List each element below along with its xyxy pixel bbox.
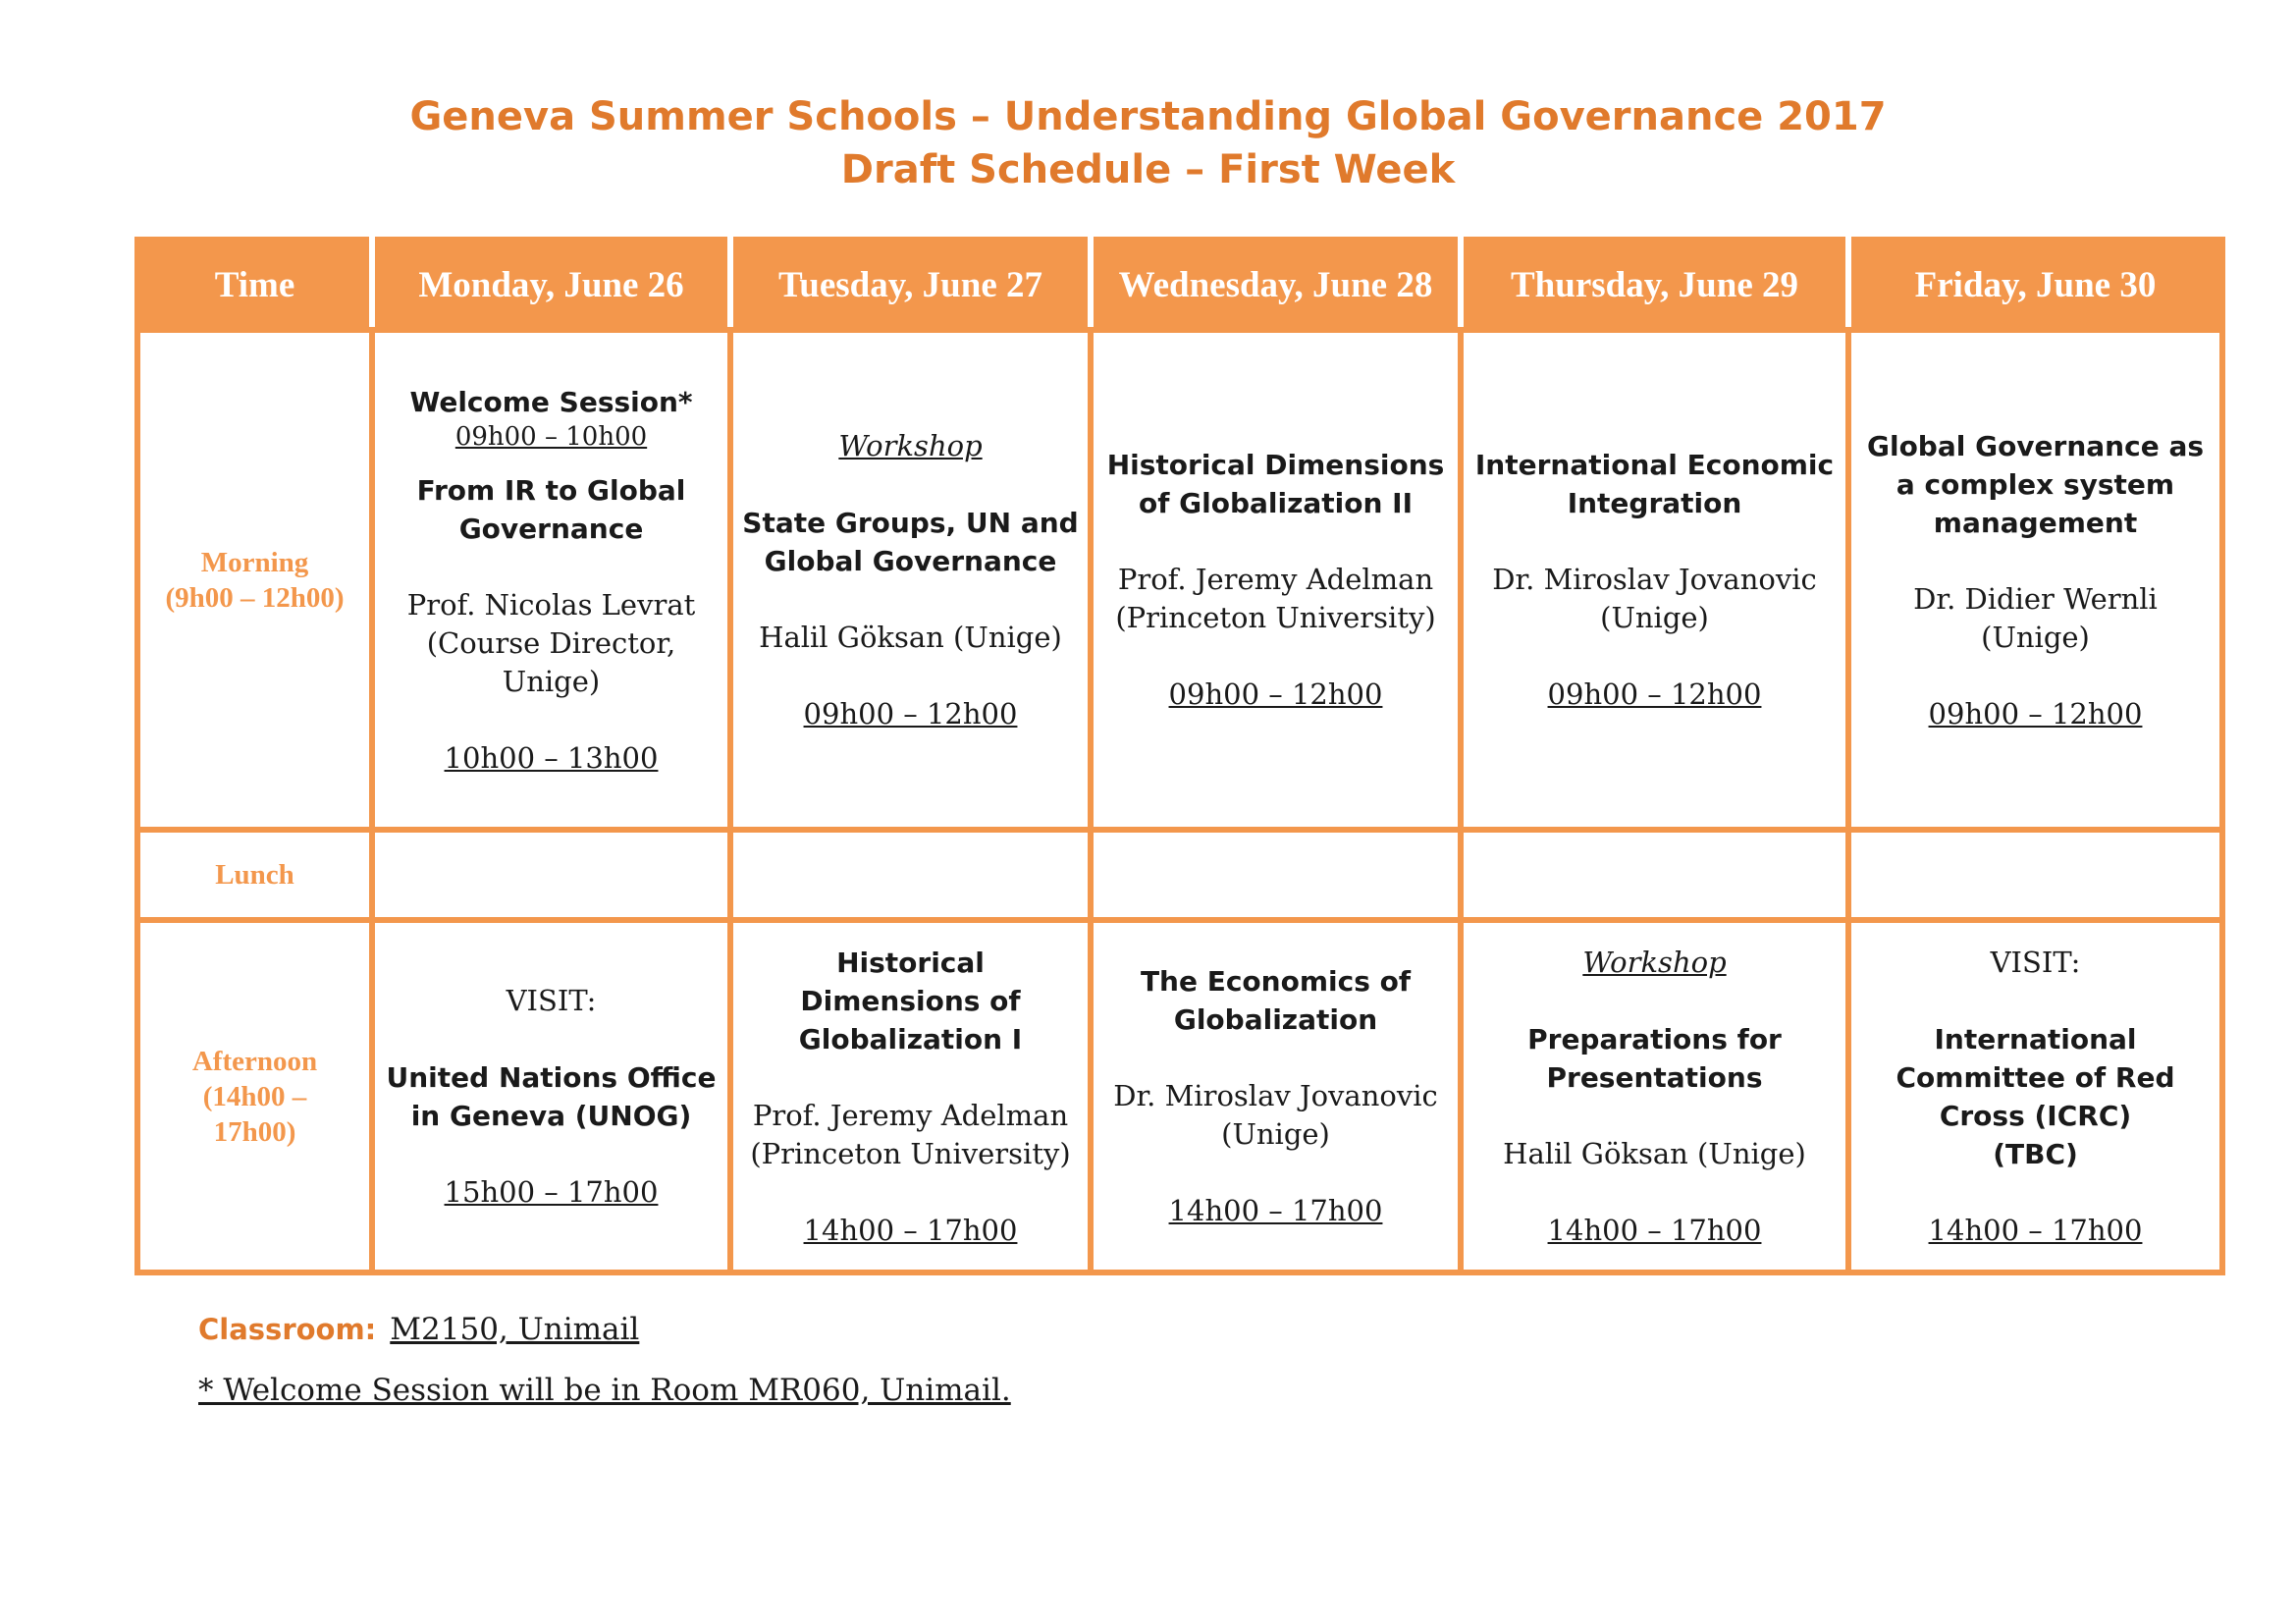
afternoon-hours: 17h00) (213, 1115, 296, 1148)
session-time: 09h00 – 12h00 (1928, 696, 2143, 731)
morning-time-cell (137, 330, 372, 830)
speaker-name: Prof. Jeremy Adelman (1117, 563, 1434, 596)
session-title: Integration (1567, 487, 1742, 519)
title-line-1: Geneva Summer Schools – Understanding Global Governance 2017 (409, 94, 1887, 139)
session-time: 10h00 – 13h00 (444, 740, 659, 775)
speaker-affiliation: (Course Director, (426, 625, 676, 660)
speaker-name: Halil Göksan (Unige) (759, 620, 1062, 654)
session-title: Preparations for (1527, 1022, 1782, 1056)
session-title: Historical (836, 946, 985, 979)
session-title: a complex system (1896, 467, 2175, 501)
session-type: Workshop (838, 428, 983, 462)
session-title: in Geneva (UNOG) (410, 1099, 692, 1132)
session-time: 09h00 – 12h00 (803, 696, 1018, 731)
header-wednesday: Wednesday, June 28 (1091, 240, 1461, 330)
header-tuesday: Tuesday, June 27 (730, 240, 1091, 330)
session-title: Globalization I (798, 1022, 1023, 1056)
welcome-session-footnote: * Welcome Session will be in Room MR060, Unimail. (198, 1373, 1011, 1408)
session-title: The Economics of (1140, 965, 1412, 998)
classroom-label: Classroom: (198, 1313, 377, 1346)
thursday-afternoon-cell (1461, 920, 1848, 1272)
session-time: 14h00 – 17h00 (1547, 1213, 1762, 1247)
speaker-affiliation: (Princeton University) (750, 1136, 1071, 1170)
afternoon-hours: (14h00 – (202, 1080, 307, 1112)
afternoon-label: Afternoon (191, 1045, 318, 1077)
morning-row (137, 330, 2222, 830)
speaker-affiliation: (Unige) (1221, 1117, 1330, 1151)
wednesday-lunch-cell (1091, 830, 1461, 920)
session-type: Workshop (1582, 945, 1727, 979)
welcome-session-title: Welcome Session* (409, 385, 693, 418)
session-title: State Groups, UN and (742, 506, 1079, 539)
visit-label: VISIT: (1990, 945, 2081, 979)
session-time: 14h00 – 17h00 (1928, 1213, 2143, 1247)
title-line-2: Draft Schedule – First Week (840, 147, 1456, 192)
session-title: management (1933, 506, 2138, 539)
tuesday-lunch-cell (730, 830, 1091, 920)
afternoon-row (137, 920, 2222, 1272)
session-title: Presentations (1546, 1060, 1763, 1094)
session-time: 14h00 – 17h00 (1168, 1194, 1383, 1227)
welcome-session-time: 09h00 – 10h00 (454, 421, 648, 452)
friday-lunch-cell (1848, 830, 2222, 920)
speaker-name: Dr. Miroslav Jovanovic (1113, 1079, 1438, 1112)
speaker-affiliation: (Princeton University) (1115, 601, 1436, 634)
thursday-morning-cell (1461, 330, 1848, 830)
speaker-name: Prof. Nicolas Levrat (406, 587, 696, 622)
morning-hours: (9h00 – 12h00) (165, 581, 345, 614)
session-time: 15h00 – 17h00 (444, 1174, 659, 1209)
session-title: Globalization (1173, 1003, 1378, 1036)
session-title: From IR to Global (416, 473, 686, 507)
session-title: (TBC) (1993, 1137, 2078, 1170)
session-time: 09h00 – 12h00 (1168, 677, 1383, 711)
speaker-affiliation: (Unige) (1600, 601, 1709, 634)
wednesday-afternoon-cell (1091, 920, 1461, 1272)
monday-afternoon-cell (372, 920, 730, 1272)
thursday-lunch-cell (1461, 830, 1848, 920)
session-title: International (1934, 1022, 2137, 1056)
session-title: Dimensions of (800, 984, 1021, 1017)
tuesday-morning-cell (730, 330, 1091, 830)
speaker-name: Halil Göksan (Unige) (1503, 1136, 1806, 1170)
classroom-value: M2150, Unimail (390, 1312, 640, 1347)
afternoon-time-cell (137, 920, 372, 1272)
visit-label: VISIT: (506, 983, 597, 1017)
session-time: 09h00 – 12h00 (1547, 677, 1762, 711)
friday-afternoon-cell (1848, 920, 2222, 1272)
classroom-note (198, 1312, 639, 1347)
speaker-affiliation: Unige) (502, 664, 601, 698)
session-title: of Globalization II (1138, 487, 1414, 519)
header-row (137, 240, 2222, 330)
document-title (0, 90, 2296, 196)
header-friday: Friday, June 30 (1848, 240, 2222, 330)
session-time: 14h00 – 17h00 (803, 1213, 1018, 1247)
monday-lunch-cell (372, 830, 730, 920)
monday-morning-cell (372, 330, 730, 830)
lunch-time-cell: Lunch (137, 830, 372, 920)
session-title: International Economic (1474, 449, 1835, 481)
speaker-name: Dr. Miroslav Jovanovic (1492, 563, 1817, 596)
speaker-name: Dr. Didier Wernli (1913, 581, 2158, 616)
wednesday-morning-cell (1091, 330, 1461, 830)
schedule-table (134, 237, 2225, 1275)
session-title: United Nations Office (386, 1060, 717, 1094)
session-title: Global Governance (764, 544, 1057, 577)
morning-label: Morning (200, 546, 309, 578)
friday-morning-cell (1848, 330, 2222, 830)
session-title: Cross (ICRC) (1939, 1099, 2132, 1132)
session-title: Global Governance as (1866, 429, 2205, 462)
session-title: Historical Dimensions (1106, 449, 1445, 481)
session-title: Committee of Red (1896, 1060, 2175, 1094)
header-monday: Monday, June 26 (372, 240, 730, 330)
header-thursday: Thursday, June 29 (1461, 240, 1848, 330)
speaker-affiliation: (Unige) (1981, 620, 2090, 654)
speaker-name: Prof. Jeremy Adelman (752, 1098, 1069, 1132)
session-title: Governance (458, 512, 644, 545)
tuesday-afternoon-cell (730, 920, 1091, 1272)
lunch-row (137, 830, 2222, 920)
header-time: Time (137, 240, 372, 330)
